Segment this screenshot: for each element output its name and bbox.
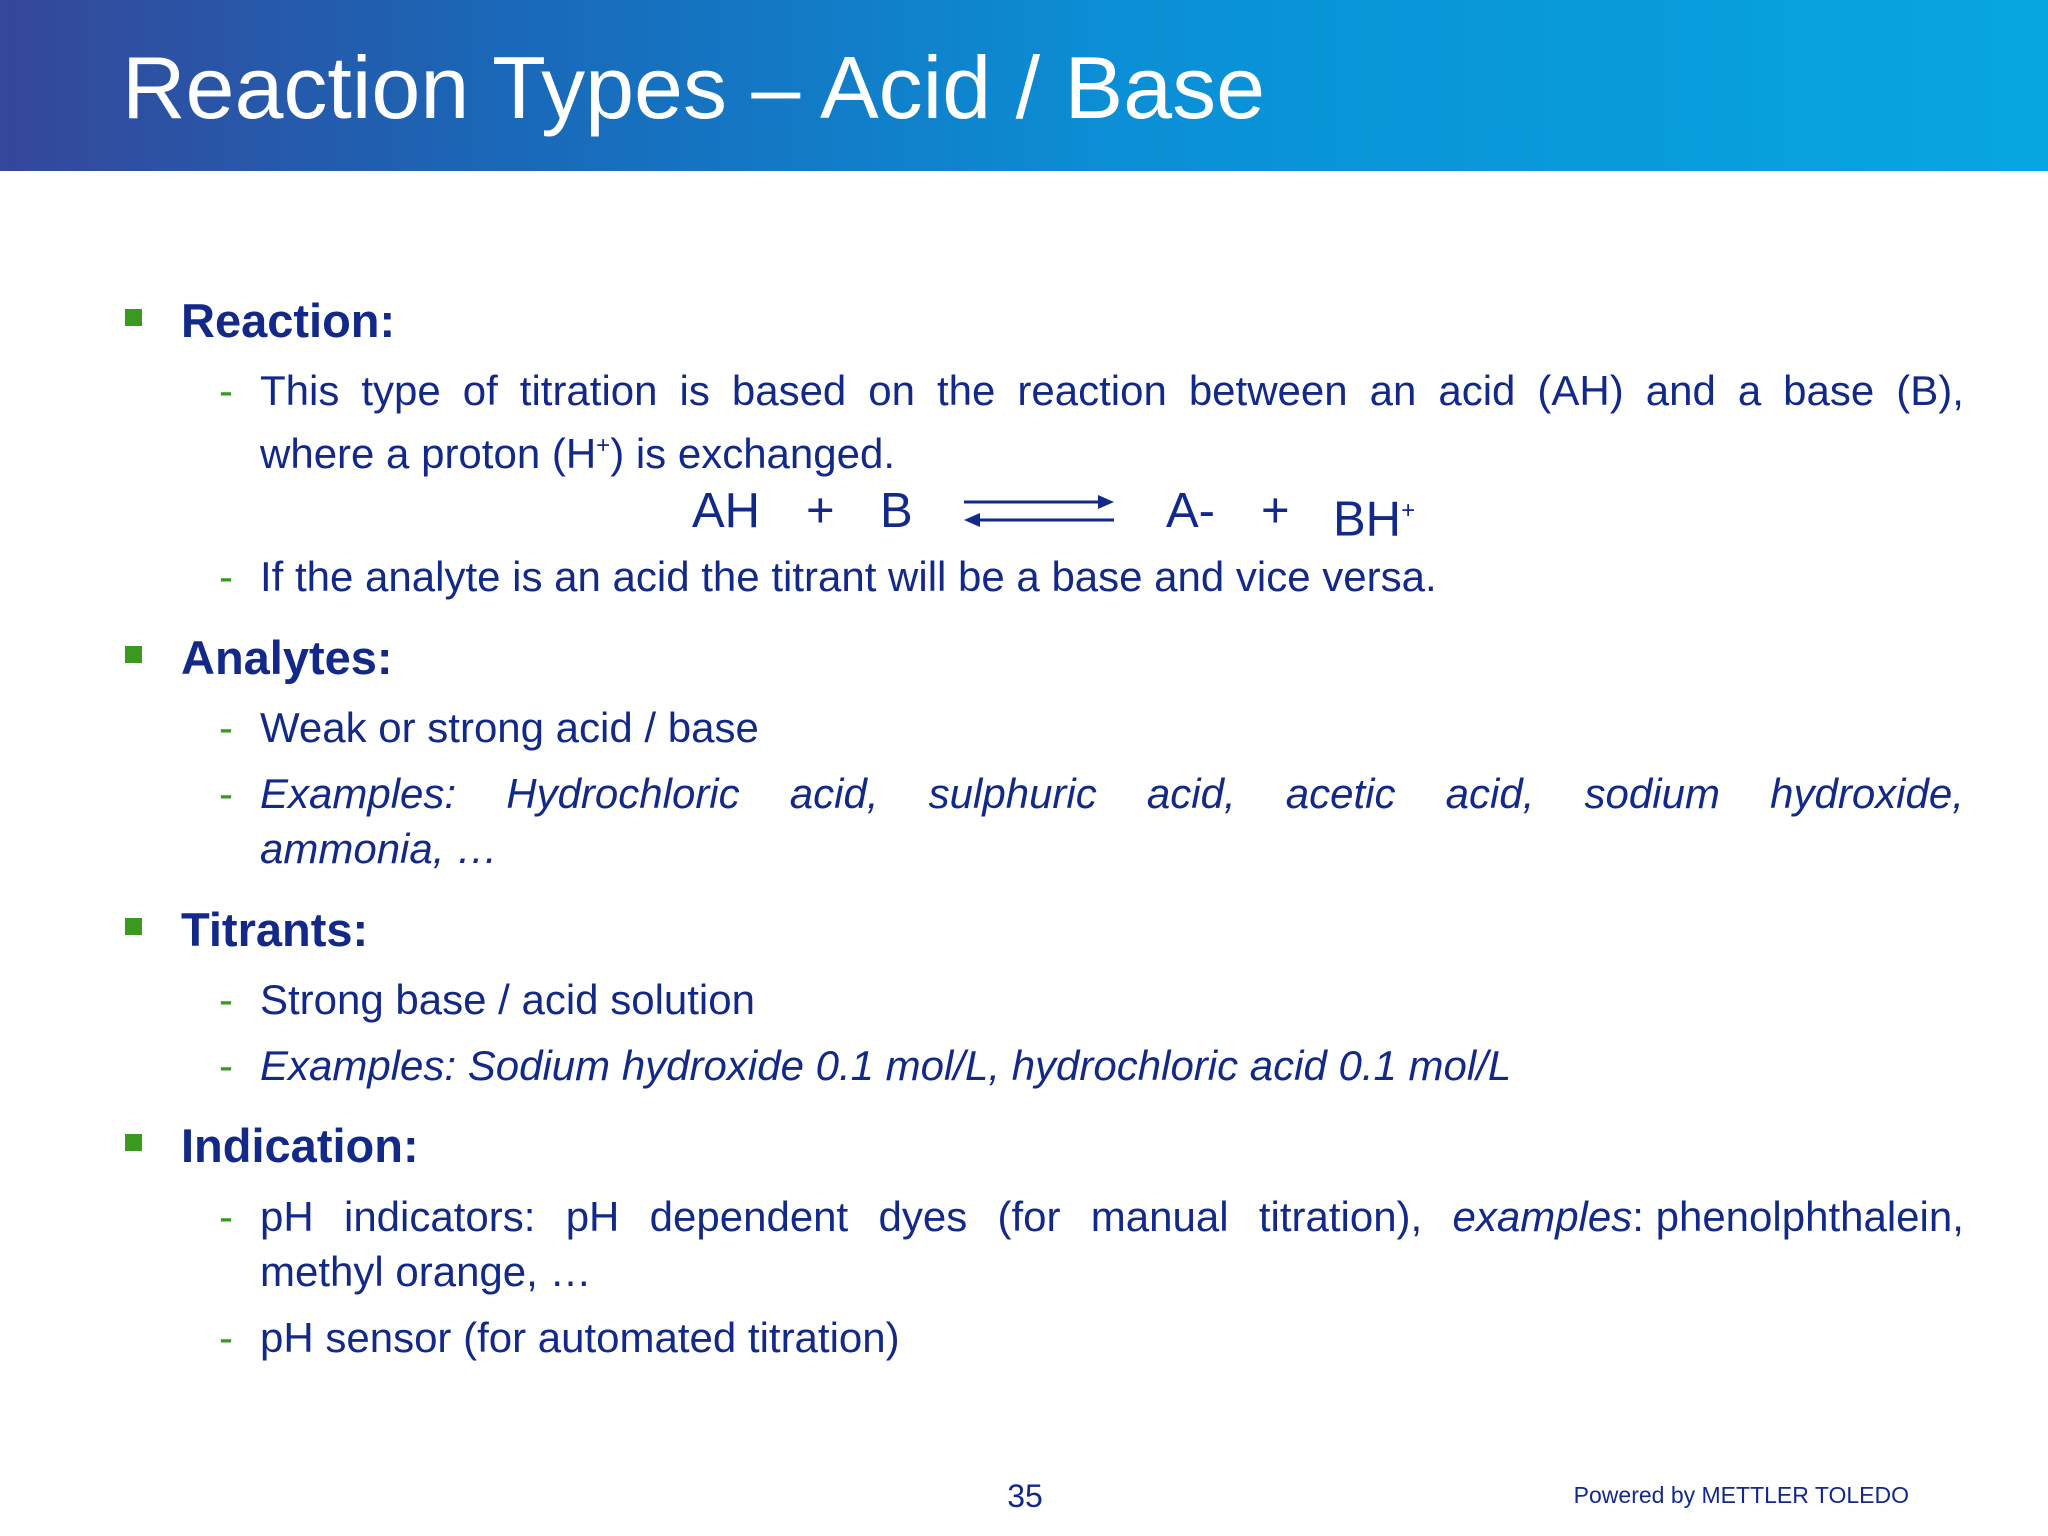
- word: hydroxide,: [1770, 770, 1964, 817]
- indication-item-2: pH sensor (for automated titration): [260, 1314, 900, 1361]
- word: dependent: [649, 1193, 849, 1240]
- slide-title: Reaction Types – Acid / Base: [122, 38, 1266, 137]
- page-number: 35: [1007, 1478, 1043, 1514]
- bullet-square-icon: [125, 646, 142, 663]
- dash-icon: -: [219, 976, 233, 1023]
- word: titration: [519, 367, 658, 414]
- word: and: [1645, 367, 1716, 414]
- word: acid: [1438, 367, 1516, 414]
- word: manual: [1090, 1193, 1229, 1240]
- word: acid,: [1146, 770, 1236, 817]
- reaction-text-line2: [260, 418, 895, 481]
- word: sulphuric: [928, 770, 1097, 817]
- indication-item-1-line1: [260, 1189, 1964, 1244]
- word: (AH): [1537, 367, 1624, 414]
- bullet-square-icon: [125, 1134, 142, 1151]
- word: pH: [260, 1193, 314, 1240]
- word: examples: phenolphthalein,: [1452, 1193, 1964, 1240]
- word: based: [731, 367, 847, 414]
- word: an: [1369, 367, 1417, 414]
- word: base: [1783, 367, 1875, 414]
- word: reaction: [1017, 367, 1167, 414]
- dash-icon: -: [219, 770, 233, 817]
- word: acetic: [1285, 770, 1396, 817]
- heading-reaction: Reaction:: [181, 294, 396, 347]
- word: Examples:: [260, 770, 457, 817]
- word: of: [462, 367, 498, 414]
- dash-icon: -: [219, 367, 233, 414]
- equation-plus-1: +: [806, 484, 835, 538]
- dash-icon: -: [219, 1042, 233, 1089]
- word: dyes: [878, 1193, 968, 1240]
- equation-plus-2: +: [1261, 484, 1290, 538]
- word: the: [937, 367, 996, 414]
- word: sodium: [1584, 770, 1720, 817]
- title-bar: [0, 0, 2048, 171]
- bullet-square-icon: [125, 309, 142, 326]
- word: (B),: [1896, 367, 1964, 414]
- dash-icon: -: [219, 1314, 233, 1361]
- analytes-item-2-line2: ammonia, …: [260, 825, 499, 872]
- indication-item-1-line2: methyl orange, …: [260, 1248, 592, 1295]
- word: is: [679, 367, 710, 414]
- dash-icon: -: [219, 1193, 233, 1240]
- proton-charge-sup: +: [596, 432, 611, 459]
- word: on: [868, 367, 916, 414]
- footer-brand: Powered by METTLER TOLEDO: [1573, 1482, 1909, 1508]
- word: a: [1737, 367, 1762, 414]
- equilibrium-arrows-icon: [964, 488, 1114, 534]
- reaction-text-line2-post: ) is exchanged.: [610, 430, 896, 477]
- reaction-text-line1: [260, 363, 1964, 418]
- word: (for: [997, 1193, 1061, 1240]
- word: indicators:: [343, 1193, 536, 1240]
- heading-indication: Indication:: [181, 1119, 419, 1172]
- reaction-note: If the analyte is an acid the titrant will be a base and vice versa.: [260, 553, 1437, 600]
- equation-bh: [1333, 478, 1415, 552]
- word: type: [361, 367, 441, 414]
- equation-bh-charge: +: [1401, 497, 1416, 524]
- equation-a-minus: A-: [1166, 484, 1215, 538]
- bullet-square-icon: [125, 918, 142, 935]
- equation-bh-text: BH: [1333, 492, 1402, 547]
- dash-icon: -: [219, 704, 233, 751]
- word: acid,: [789, 770, 879, 817]
- reaction-text-line2-pre: where a proton (H: [260, 430, 597, 477]
- analytes-item-1: Weak or strong acid / base: [260, 704, 759, 751]
- heading-analytes: Analytes:: [181, 631, 393, 684]
- word: acid,: [1445, 770, 1535, 817]
- word: Hydrochloric: [506, 770, 740, 817]
- heading-titrants: Titrants:: [181, 903, 369, 956]
- titrants-item-1: Strong base / acid solution: [260, 976, 755, 1023]
- word: This: [260, 367, 340, 414]
- analytes-item-2-line1: [260, 766, 1964, 821]
- titrants-item-2: Examples: Sodium hydroxide 0.1 mol/L, hydrochloric acid 0.1 mol/L: [260, 1042, 1512, 1089]
- word: titration),: [1258, 1193, 1423, 1240]
- dash-icon: -: [219, 553, 233, 600]
- word: pH: [565, 1193, 620, 1240]
- equation-b: B: [880, 484, 913, 538]
- word: between: [1188, 367, 1348, 414]
- equation-ah: AH: [692, 484, 761, 538]
- word-italic: examples: [1452, 1193, 1633, 1240]
